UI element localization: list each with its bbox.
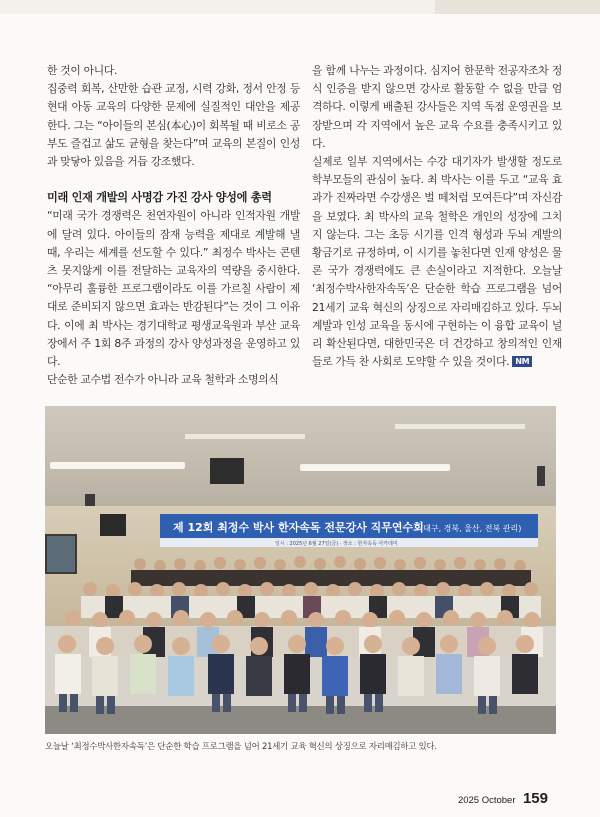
paragraph: 집중력 회복, 산만한 습관 교정, 시력 강화, 정서 안정 등 현대 아동 교육의 다양한 문제에 실질적인 대안을 제공한다. 그는 “아이들의 본심(本心)이 회복될 때 비로소 공부도 즐겁고 삶도 균형을 찾는다”며 교육의 본질이 인성과 맞닿아 있음을 거듭 강조했다.	[47, 82, 300, 169]
paragraph: 을 함께 나누는 과정이다. 심지어 한문학 전공자조차 정식 인증을 받지 않으면 강사로 활동할 수 없을 만큼 엄격하다. 이렇게 배출된 강사들은 지역 독점 운영권을 보장받으며 각 지역에서 높은 교육 수요를 충족시키고 있다.	[312, 64, 562, 150]
group-photo	[45, 406, 556, 734]
paragraph: 단순한 교수법 전수가 아니라 교육 철학과 소명의식	[47, 373, 279, 387]
paragraph: 한 것이 아니다.	[47, 64, 118, 77]
page-footer	[458, 790, 548, 808]
paragraph-text: 실제로 일부 지역에서는 수강 대기자가 발생할 정도로 학부모들의 관심이 높다. 최 박사는 이를 두고 “교육 효과가 진짜라면 수강생은 벌 떼처럼 모여든다”며 자신감을 보였다. 최 박사의 교육 철학은 개인의 성장에 그치지 않는다. 그는 초등 시기를 인격 형성과 두뇌 계발의 황금기로 규정하며, 이 시기를 놓친다면 인재 양성은 물론 국가 경쟁력에도 큰 손실이라고 지적한다. 오늘날 ‘최정수박사한자속독’은 단순한 학습 프로그램을 넘어 21세기 교육 혁신의 상징으로 자리매김하고 있다. 두뇌 계발과 인성 교육을 동시에 구현하는 이 융합 교육이 널리 확산된다면, 대한민국은 더 건강하고 창의적인 인재들로 가득 찬 사회로 도약할 수 있을 것이다.	[312, 155, 562, 369]
paragraph	[312, 153, 562, 371]
group-photo-illustration	[45, 406, 556, 734]
photo-caption: 오늘날 ‘최정수박사한자속독’은 단순한 학습 프로그램을 넘어 21세기 교육 혁신의 상징으로 자리매김하고 있다.	[45, 741, 437, 751]
end-badge: NM	[512, 356, 532, 367]
left-column	[47, 62, 300, 389]
banner-title: 제 12회 최정수 박사 한자속독 전문강사 직무연수회	[173, 521, 424, 534]
banner-subtitle: (대구, 경북, 울산, 전북 관리)	[420, 524, 522, 533]
banner-date-line: 일시 : 2025년 6월 27일(금) · 장소 : 한자속독 아카데미	[275, 541, 398, 547]
right-column	[312, 62, 562, 371]
top-tab	[435, 0, 600, 14]
paragraph: “미래 국가 경쟁력은 천연자원이 아니라 인적자원 개발에 달려 있다. 아이들의 잠재 능력을 제대로 계발해 낼 때, 우리는 세계를 선도할 수 있다.” 최정수 박사는 콘텐츠 못지않게 이를 전달하는 교육자의 역량을 중시한다. “아무리 훌륭한 프로그램이라도 이를 가르칠 사람이 제대로 준비되지 않으면 효과는 반감된다”는 것이 그 이유다. 이에 최 박사는 경기대학교 평생교육원과 부산 교육장에서 주 1회 8주 과정의 강사 양성과정을 운영하고 있다.	[47, 209, 300, 369]
issue-date: 2025 October	[457, 795, 516, 806]
section-heading: 미래 인재 개발의 사명감 가진 강사 양성에 총력	[47, 191, 272, 205]
page-number: 159	[522, 790, 548, 807]
